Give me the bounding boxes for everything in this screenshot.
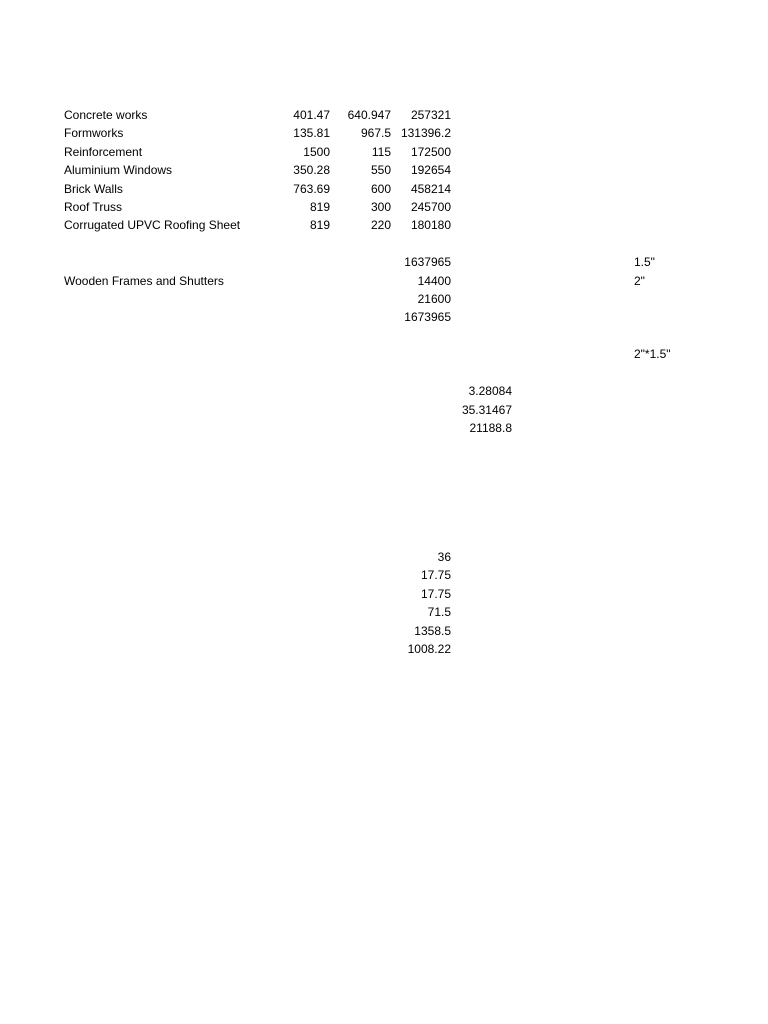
item-amount: 131396.2 [400,126,451,140]
calc-value: 1008.22 [407,642,451,656]
item-qty: 1500 [303,145,330,159]
grand-total-value: 1673965 [404,310,451,324]
item-qty: 135.81 [293,126,330,140]
conversion-value: 35.31467 [461,403,512,417]
item-rate: 115 [371,145,391,159]
item-name: Concrete works [64,108,148,122]
item-rate: 220 [370,218,391,232]
item-amount: 180180 [410,218,451,232]
side-note: 1.5" [634,255,655,269]
item-amount: 257321 [410,108,451,122]
wooden-frames-value: 14400 [417,274,451,288]
item-name: Formworks [64,126,124,140]
calc-value: 17.75 [420,568,451,582]
conversion-value: 21188.8 [469,421,512,435]
item-rate: 600 [370,182,391,196]
item-qty: 350.28 [293,163,330,177]
item-rate: 967.5 [360,126,391,140]
wooden-frames-label: Wooden Frames and Shutters [64,274,224,288]
item-qty: 401.47 [293,108,330,122]
calc-value: 36 [437,550,451,564]
side-note: 2"*1.5" [634,347,671,361]
item-name: Aluminium Windows [64,163,173,177]
item-name: Reinforcement [64,145,143,159]
subtotal-value: 1637965 [404,255,451,269]
calc-value: 17.75 [420,587,451,601]
item-amount: 458214 [410,182,451,196]
calc-value: 71.5 [427,605,451,619]
item-name: Brick Walls [64,182,123,196]
item-rate: 550 [370,163,391,177]
item-rate: 300 [370,200,391,214]
item-qty: 819 [309,200,330,214]
item-qty: 763.69 [293,182,330,196]
item-name: Roof Truss [64,200,123,214]
item-rate: 640.947 [347,108,391,122]
item-amount: 245700 [410,200,451,214]
item-amount: 172500 [410,145,451,159]
conversion-value: 3.28084 [468,384,512,398]
item-qty: 819 [309,218,330,232]
item-name: Corrugated UPVC Roofing Sheet [64,218,241,232]
item-amount: 192654 [410,163,451,177]
side-note: 2" [634,274,645,288]
extra-value: 21600 [417,292,451,306]
calc-value: 1358.5 [414,624,451,638]
